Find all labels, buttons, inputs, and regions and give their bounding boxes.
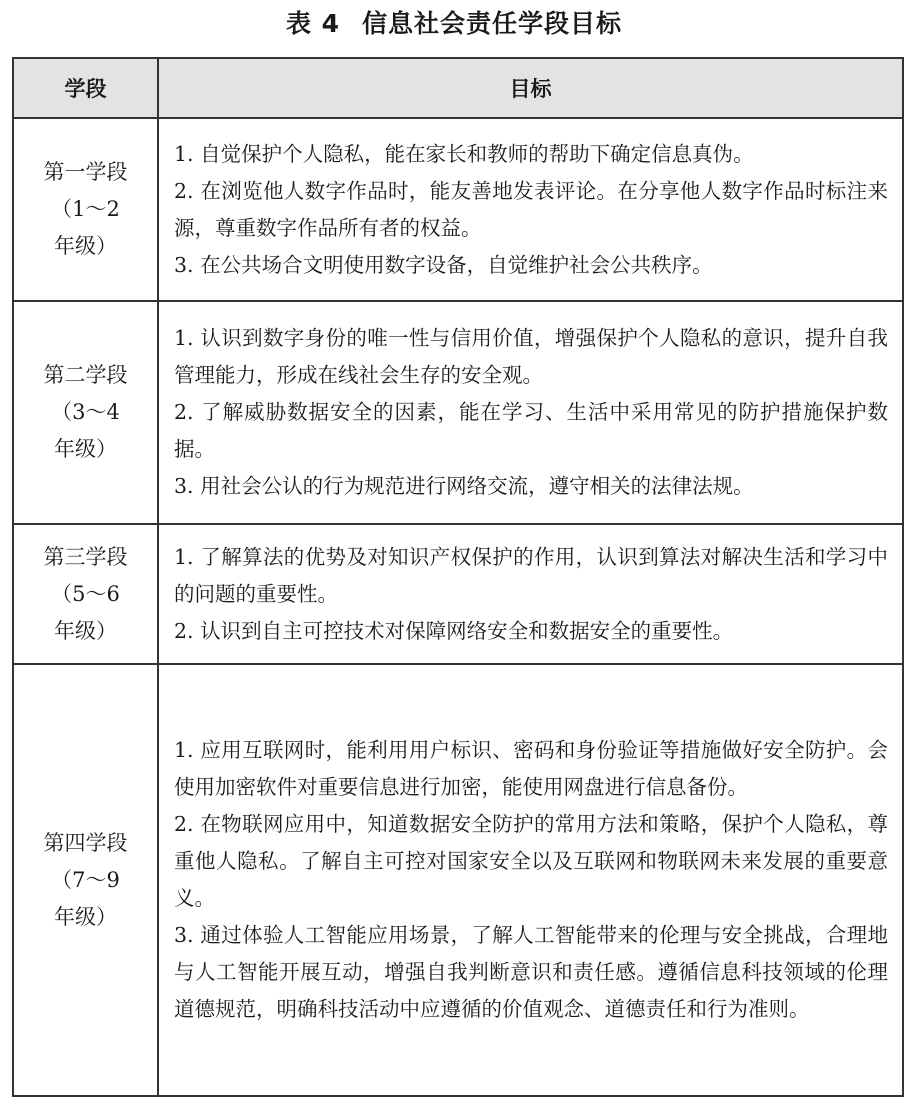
stage-grade: 年级） xyxy=(54,904,117,929)
stage-name: 第四学段 xyxy=(43,830,128,855)
stage-name: 第二学段 xyxy=(43,363,128,387)
goals-cell xyxy=(158,118,903,301)
header-stage: 学段 xyxy=(13,58,158,118)
goal-item: 2. 了解威胁数据安全的因素，能在学习、生活中采用常见的防护措施保护数据。 xyxy=(174,400,888,461)
table-row xyxy=(13,524,903,664)
table-number: 表 4 xyxy=(285,9,341,38)
table-row xyxy=(13,301,903,524)
goals-cell xyxy=(158,524,903,664)
table-row xyxy=(13,664,903,1096)
goal-item: 1. 应用互联网时，能利用用户标识、密码和身份验证等措施做好安全防护。会使用加密软件对重要信息进行加密，能使用网盘进行信息备份。 xyxy=(174,738,888,799)
stage-cell xyxy=(13,301,158,524)
goal-item: 3. 在公共场合文明使用数字设备，自觉维护社会公共秩序。 xyxy=(174,252,713,277)
goal-item: 1. 了解算法的优势及对知识产权保护的作用，认识到算法对解决生活和学习中的问题的重要性。 xyxy=(174,544,888,606)
goal-item: 1. 自觉保护个人隐私，能在家长和教师的帮助下确定信息真伪。 xyxy=(174,141,754,166)
table-title-text: 信息社会责任学段目标 xyxy=(362,9,623,38)
goal-item: 2. 认识到自主可控技术对保障网络安全和数据安全的重要性。 xyxy=(174,618,734,643)
stage-grade: 年级） xyxy=(54,437,117,461)
table-header-row xyxy=(13,58,903,118)
goal-item: 3. 通过体验人工智能应用场景，了解人工智能带来的伦理与安全挑战，合理地与人工智能开展互动，增强自我判断意识和责任感。遵循信息科技领域的伦理道德规范，明确科技活动中应遵循的价值观念、道德责任和行为准则。 xyxy=(174,923,888,1021)
page-title xyxy=(0,6,908,42)
goals-cell xyxy=(158,301,903,524)
stage-cell xyxy=(13,664,158,1096)
goal-item: 1. 认识到数字身份的唯一性与信用价值，增强保护个人隐私的意识，提升自我管理能力，形成在线社会生存的安全观。 xyxy=(174,326,888,387)
goal-item: 2. 在物联网应用中，知道数据安全防护的常用方法和策略，保护个人隐私，尊重他人隐私。了解自主可控对国家安全以及互联网和物联网未来发展的重要意义。 xyxy=(174,812,888,910)
stage-grade: （5～6 xyxy=(51,581,120,606)
stage-name: 第一学段 xyxy=(43,160,128,184)
stage-grade: （7～9 xyxy=(51,867,120,892)
stage-grade: （1～2 xyxy=(51,197,120,221)
stage-cell xyxy=(13,118,158,301)
goals-cell xyxy=(158,664,903,1096)
stage-grade: 年级） xyxy=(54,234,117,258)
stage-cell xyxy=(13,524,158,664)
goal-item: 3. 用社会公认的行为规范进行网络交流，遵守相关的法律法规。 xyxy=(174,474,754,498)
stage-name: 第三学段 xyxy=(43,544,128,569)
stage-grade: 年级） xyxy=(54,618,117,643)
goals-table xyxy=(12,57,904,1097)
goal-item: 2. 在浏览他人数字作品时，能友善地发表评论。在分享他人数字作品时标注来源，尊重数字作品所有者的权益。 xyxy=(174,178,888,240)
table-row xyxy=(13,118,903,301)
stage-grade: （3～4 xyxy=(51,400,120,424)
header-goals: 目标 xyxy=(158,58,903,118)
